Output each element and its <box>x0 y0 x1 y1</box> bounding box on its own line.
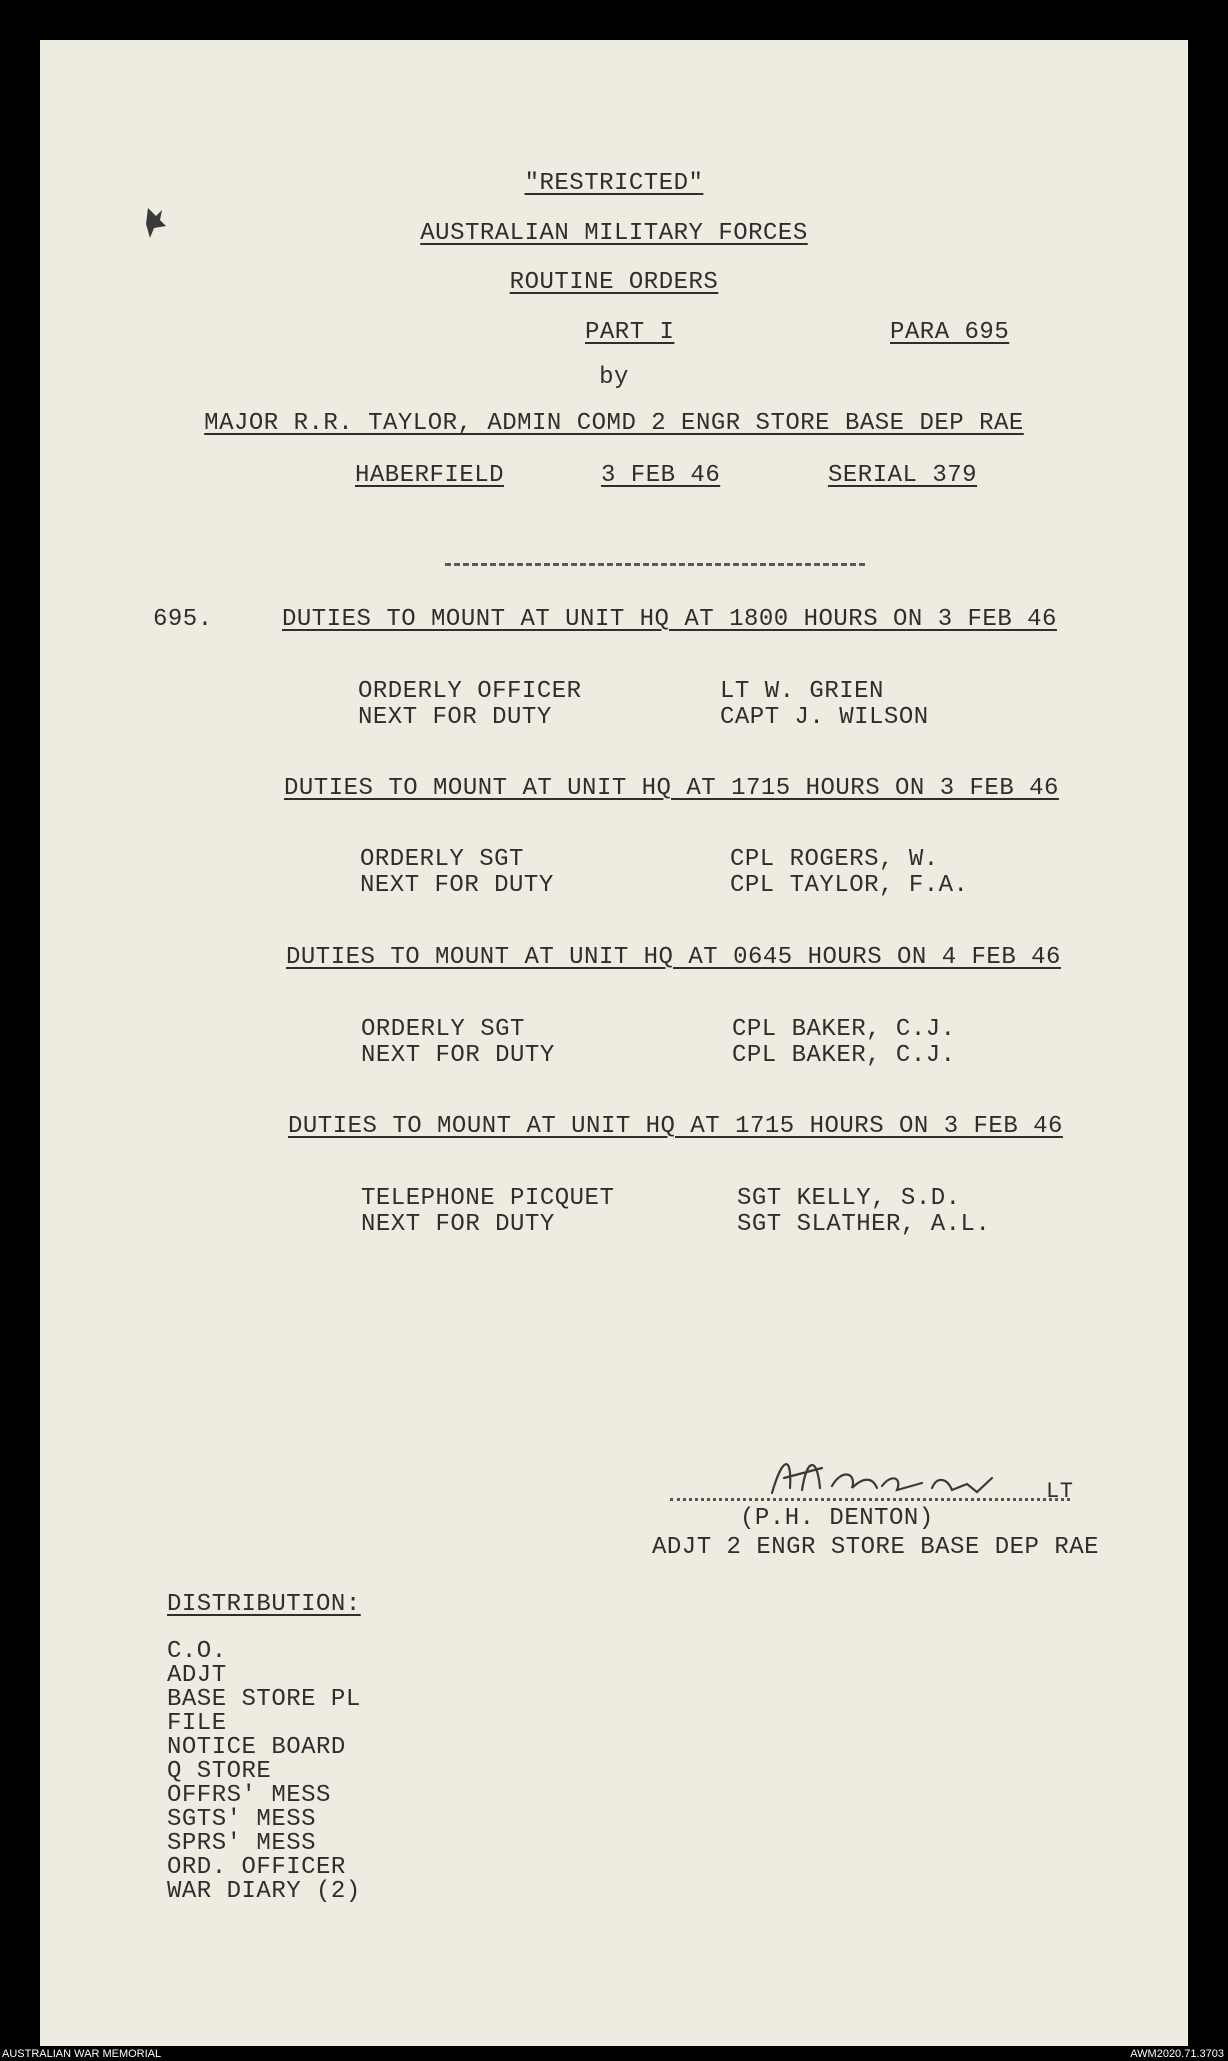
duty-name: CPL BAKER, C.J. <box>732 1042 956 1069</box>
distribution-item: Q STORE <box>167 1758 272 1785</box>
duty-label: NEXT FOR DUTY <box>358 704 552 731</box>
distribution-item: OFFRS' MESS <box>167 1782 331 1809</box>
signatory-name: (P.H. DENTON) <box>740 1505 934 1532</box>
by-line: by <box>599 364 629 391</box>
duty-label: ORDERLY SGT <box>360 846 524 873</box>
classification: "RESTRICTED" <box>524 170 704 197</box>
distribution-item: ADJT <box>167 1662 227 1689</box>
date: 3 FEB 46 <box>601 462 721 489</box>
duty-name: LT W. GRIEN <box>720 678 884 705</box>
duty-label: ORDERLY OFFICER <box>358 678 582 705</box>
duty-label: NEXT FOR DUTY <box>360 872 554 899</box>
distribution-item: ORD. OFFICER <box>167 1854 346 1881</box>
duty-label: NEXT FOR DUTY <box>361 1042 555 1069</box>
duty-name: CPL TAYLOR, F.A. <box>730 872 969 899</box>
duty-name: CAPT J. WILSON <box>720 704 929 731</box>
serial-number: SERIAL 379 <box>828 462 978 489</box>
document-type: ROUTINE ORDERS <box>509 269 719 296</box>
organisation-title: AUSTRALIAN MILITARY FORCES <box>420 220 808 247</box>
duty-name: SGT SLATHER, A.L. <box>737 1211 991 1238</box>
para-number: PARA 695 <box>890 319 1010 346</box>
duty-name: CPL BAKER, C.J. <box>732 1016 956 1043</box>
section-heading: DUTIES TO MOUNT AT UNIT HQ AT 1715 HOURS ON 3 FEB 46 <box>288 1113 1063 1140</box>
signatory-appointment: ADJT 2 ENGR STORE BASE DEP RAE <box>652 1534 1100 1561</box>
section-heading: DUTIES TO MOUNT AT UNIT HQ AT 1715 HOURS ON 3 FEB 46 <box>284 775 1059 802</box>
duty-name: CPL ROGERS, W. <box>730 846 939 873</box>
distribution-item: SPRS' MESS <box>167 1830 317 1857</box>
document-page <box>40 40 1188 2046</box>
archive-reference: AWM2020.71.3703 <box>1130 2048 1224 2060</box>
place: HABERFIELD <box>355 462 505 489</box>
distribution-item: BASE STORE PL <box>167 1686 361 1713</box>
duty-label: TELEPHONE PICQUET <box>361 1185 615 1212</box>
signature-dotted-line <box>670 1498 1070 1501</box>
distribution-item: SGTS' MESS <box>167 1806 317 1833</box>
part-number: PART I <box>585 319 675 346</box>
distribution-item: WAR DIARY (2) <box>167 1878 361 1905</box>
archive-credit: AUSTRALIAN WAR MEMORIAL <box>2 2048 162 2060</box>
duty-name: SGT KELLY, S.D. <box>737 1185 961 1212</box>
distribution-item: C.O. <box>167 1638 227 1665</box>
distribution-item: FILE <box>167 1710 227 1737</box>
section-heading: DUTIES TO MOUNT AT UNIT HQ AT 0645 HOURS ON 4 FEB 46 <box>286 944 1061 971</box>
duty-label: NEXT FOR DUTY <box>361 1211 555 1238</box>
divider-rule <box>445 563 865 566</box>
distribution-item: NOTICE BOARD <box>167 1734 346 1761</box>
section-heading: DUTIES TO MOUNT AT UNIT HQ AT 1800 HOURS ON 3 FEB 46 <box>282 606 1057 633</box>
distribution-heading: DISTRIBUTION: <box>167 1591 361 1618</box>
signatory-rank: LT <box>1046 1479 1074 1504</box>
issuer: MAJOR R.R. TAYLOR, ADMIN COMD 2 ENGR STORE BASE DEP RAE <box>204 410 1024 437</box>
duty-label: ORDERLY SGT <box>361 1016 525 1043</box>
order-number: 695. <box>153 606 213 633</box>
